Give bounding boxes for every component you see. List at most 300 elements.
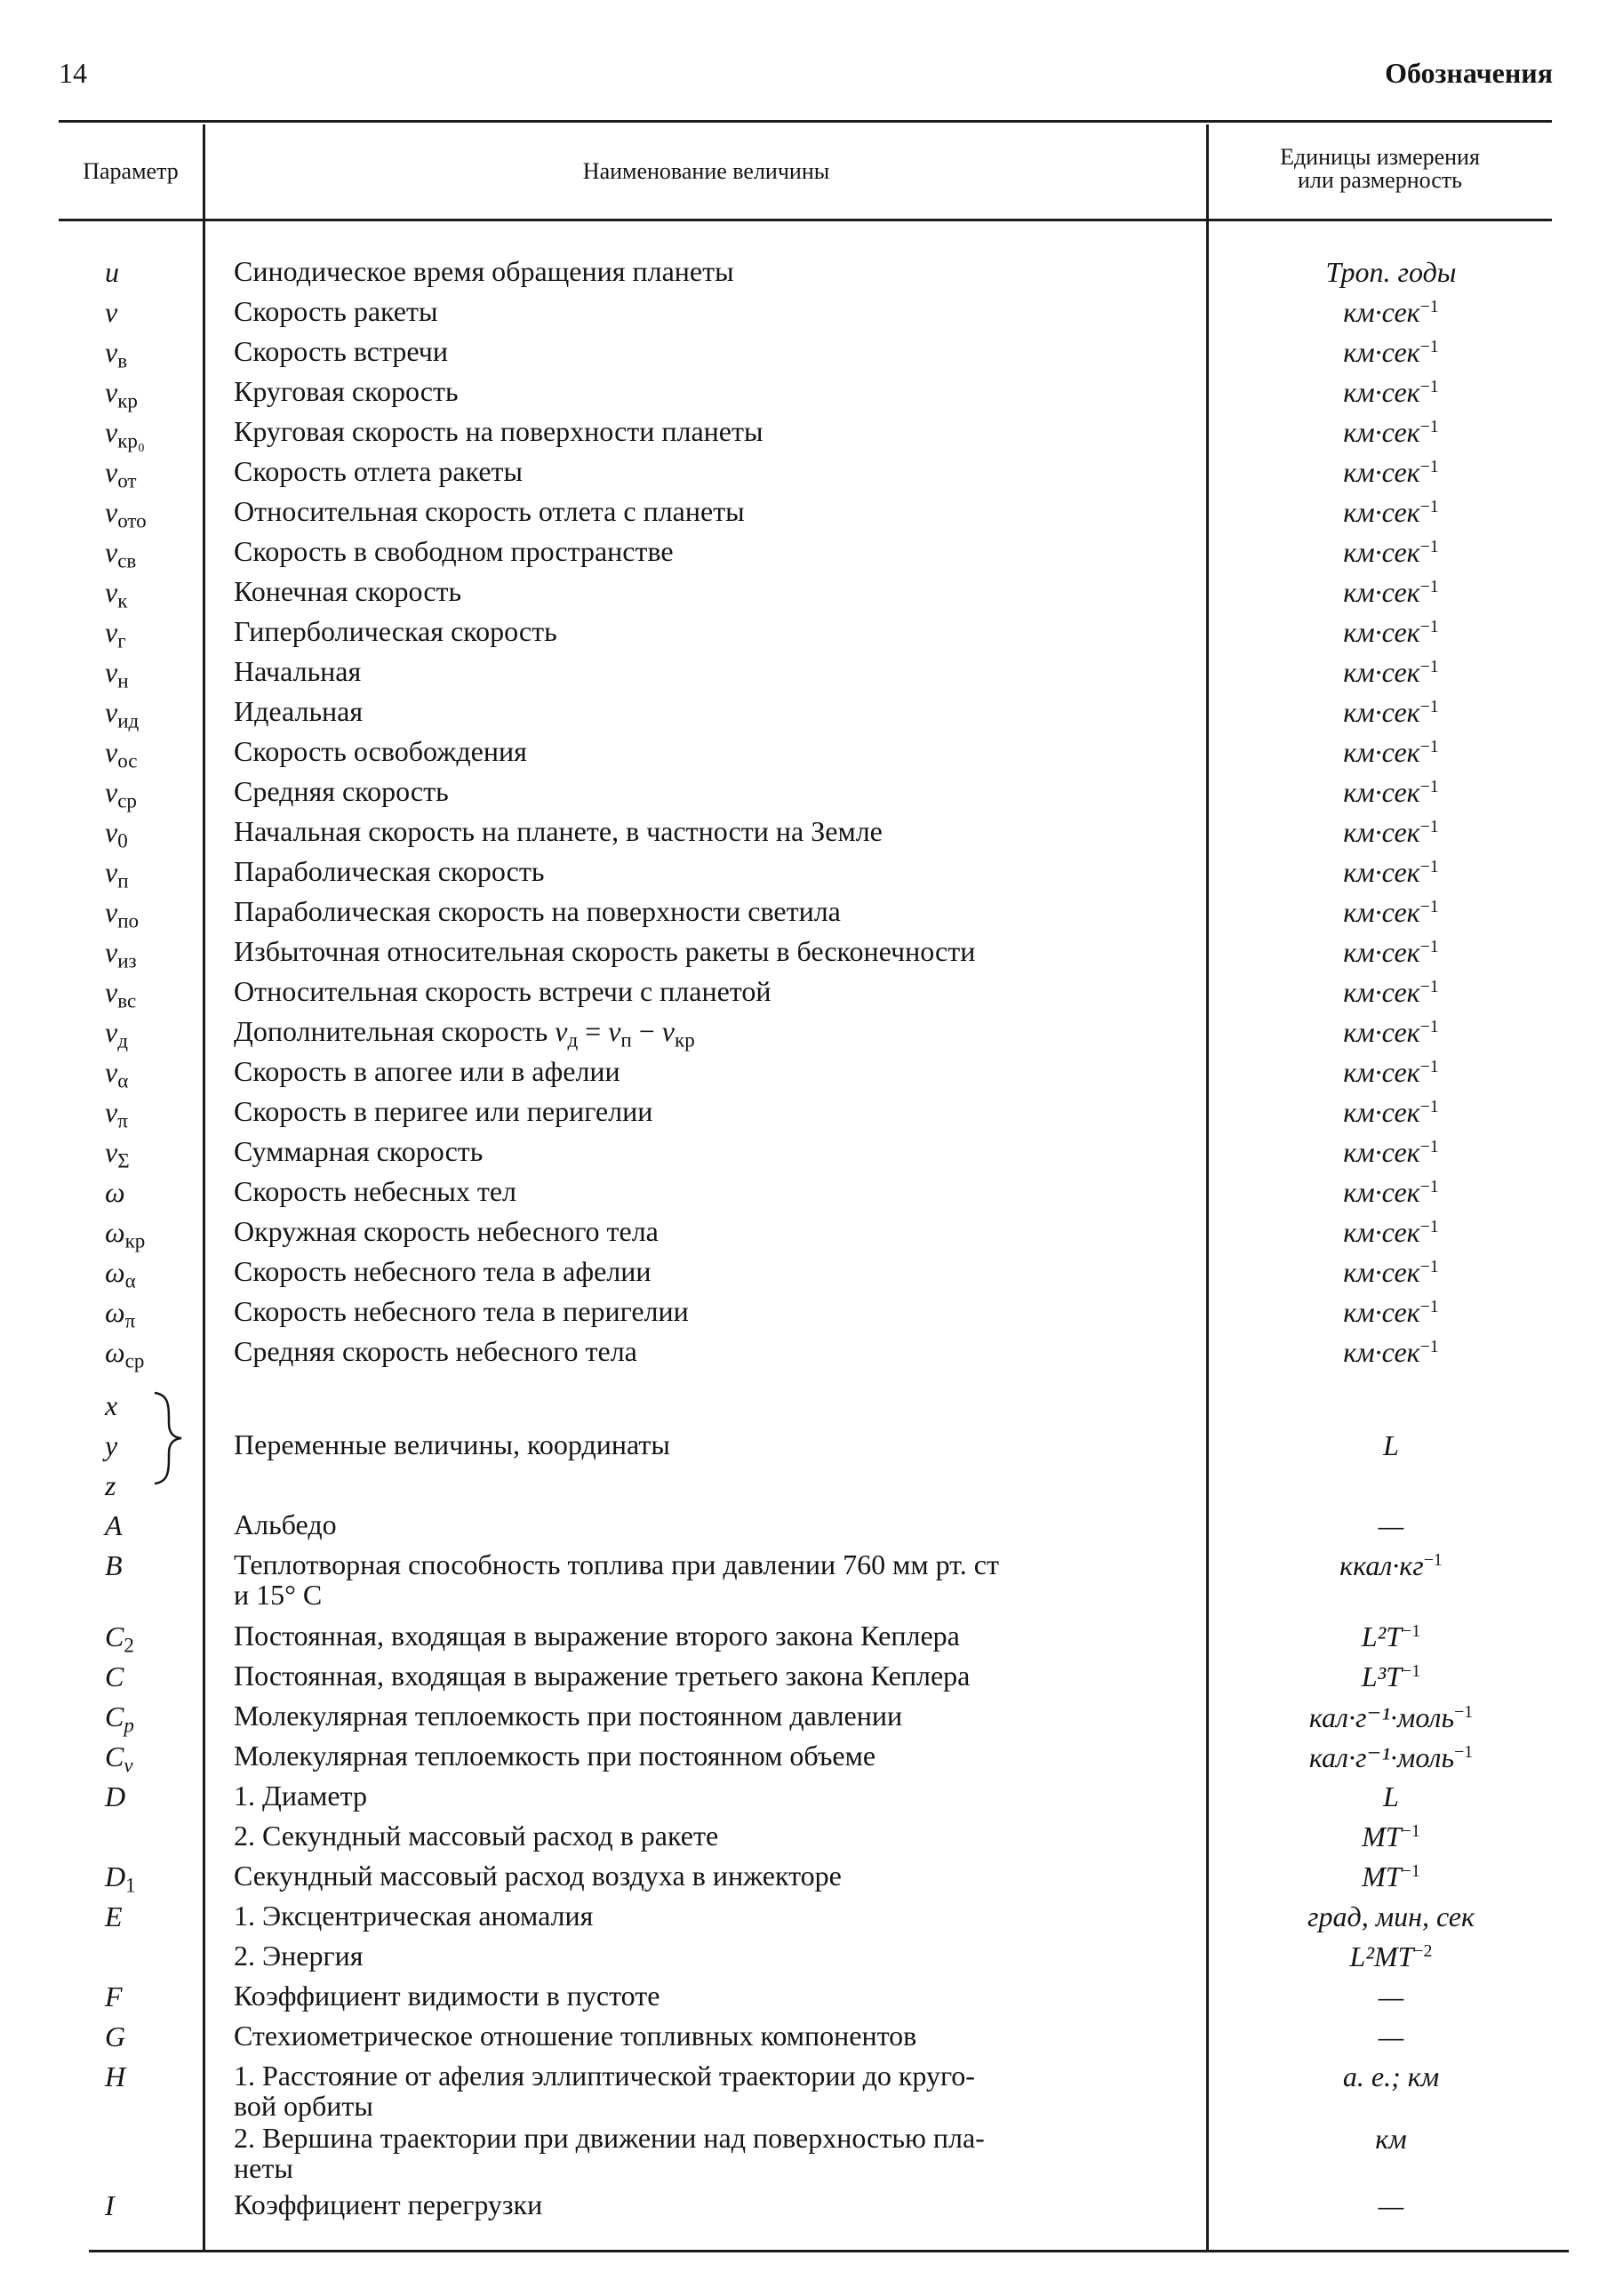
row-name <box>234 376 1211 406</box>
row-symbol <box>105 1549 123 1582</box>
unit-text: км·сек <box>1343 736 1420 768</box>
name-text: Средняя скорость небесного тела <box>234 1335 637 1367</box>
row-symbol <box>105 776 137 812</box>
symbol-base: v <box>105 856 118 888</box>
row-symbol <box>105 416 145 452</box>
formula-lhs-sub: д <box>567 1028 579 1052</box>
unit-exponent: −1 <box>1419 937 1439 957</box>
symbol-subscript: ср <box>124 1348 145 1372</box>
row-name <box>234 2123 1211 2183</box>
row-symbol <box>105 1860 136 1897</box>
row-symbol <box>105 896 139 932</box>
symbol-base: A <box>105 1509 123 1541</box>
symbol-base: C <box>105 1700 124 1732</box>
symbol-subscript: кр <box>124 1228 146 1252</box>
unit-text: кал·г⁻¹·моль <box>1308 1701 1455 1733</box>
unit-exponent: −1 <box>1419 417 1439 437</box>
unit-exponent: −1 <box>1419 377 1439 397</box>
symbol-base: C <box>105 1740 124 1772</box>
name-text: Постоянная, входящая в выражение второго закона Кеплера <box>234 1620 960 1652</box>
row-name <box>234 1900 1211 1931</box>
row-symbol <box>105 1056 128 1092</box>
unit-text: — <box>1378 1980 1404 2012</box>
row-name <box>234 1296 1211 1326</box>
row-symbol <box>105 1509 123 1542</box>
symbol-base: ω <box>105 1296 125 1328</box>
unit-text: км·сек <box>1343 1216 1420 1248</box>
symbol-base: D <box>105 1860 126 1892</box>
formula-b: v <box>661 1015 675 1047</box>
row-name <box>234 616 1211 646</box>
name-text: Синодическое время обращения планеты <box>234 255 734 287</box>
row-unit <box>1231 2020 1551 2053</box>
formula-a-sub: п <box>620 1028 632 1052</box>
row-symbol <box>105 976 136 1012</box>
symbol-base: v <box>105 496 118 528</box>
row-name <box>234 1780 1211 1811</box>
symbol-base: F <box>105 1980 123 2012</box>
symbol-subscript: π <box>124 1308 136 1332</box>
col-header-units <box>1209 146 1551 192</box>
symbol-subscript: ото <box>117 508 147 532</box>
row-symbol <box>105 856 129 892</box>
row-name <box>234 1256 1211 1286</box>
row-symbol <box>105 496 147 532</box>
row-name <box>234 1216 1211 1246</box>
unit-text: км·сек <box>1343 776 1420 808</box>
unit-text: L²T <box>1361 1620 1403 1652</box>
symbol-base: v <box>105 696 118 728</box>
unit-exponent: −1 <box>1419 737 1439 757</box>
name-text: Скорость ракеты <box>234 295 438 327</box>
row-symbol <box>105 376 138 412</box>
row-name <box>234 1096 1211 1126</box>
header-bottom-rule <box>59 219 1552 221</box>
formula-minus: − <box>631 1015 662 1047</box>
name-text: 2. Вершина траектории при движении над поверхностью пла- <box>234 2122 985 2154</box>
row-symbol <box>105 1016 128 1052</box>
row-symbol <box>105 1176 125 1209</box>
symbol-subscript: 0 <box>117 828 128 852</box>
unit-text: км·сек <box>1343 896 1420 928</box>
name-text: Скорость небесного тела в афелии <box>234 1255 652 1287</box>
symbol-subscript: кр <box>117 388 138 412</box>
unit-text: км·сек <box>1343 496 1420 528</box>
symbol-subscript: вс <box>117 988 137 1012</box>
row-name <box>234 336 1211 366</box>
unit-text: км·сек <box>1343 376 1420 408</box>
row-name <box>234 2060 1211 2121</box>
row-symbol <box>105 1469 116 1502</box>
symbol-base: v <box>105 656 118 688</box>
row-unit <box>1231 1820 1551 1853</box>
unit-text: град, мин, сек <box>1307 1900 1475 1932</box>
row-symbol <box>105 2060 125 2093</box>
unit-text: км·сек <box>1343 1296 1420 1328</box>
name-text: Скорость встречи <box>234 335 448 367</box>
unit-text: км·сек <box>1343 1256 1420 1288</box>
unit-text: км·сек <box>1343 536 1420 568</box>
row-symbol <box>105 336 127 372</box>
name-text: 1. Эксцентрическая аномалия <box>234 1900 594 1932</box>
row-unit <box>1231 2060 1551 2093</box>
symbol-subscript: p <box>124 1713 134 1737</box>
row-symbol <box>105 1296 135 1332</box>
row-unit <box>1231 896 1551 929</box>
row-unit <box>1231 1216 1551 1249</box>
unit-exponent: −1 <box>1419 817 1439 837</box>
symbol-base: v <box>105 1056 118 1088</box>
unit-exponent: −1 <box>1423 1550 1443 1571</box>
name-text: Дополнительная скорость <box>234 1015 556 1047</box>
symbol-subscript: из <box>117 948 137 972</box>
row-name <box>234 1740 1211 1771</box>
symbol-subscript: ос <box>117 748 138 772</box>
col-header-param: Параметр <box>83 158 179 184</box>
name-text: Скорость отлета ракеты <box>234 455 523 487</box>
name-text: Стехиометрическое отношение топливных компонентов <box>234 2020 917 2052</box>
name-text-continued: и 15° С <box>234 1579 323 1611</box>
unit-text: км·сек <box>1343 296 1420 328</box>
unit-text: км·сек <box>1343 616 1420 648</box>
name-text: Скорость в перигее или перигелии <box>234 1095 653 1127</box>
running-title: Обозначения <box>1385 57 1553 89</box>
row-unit <box>1231 2189 1551 2222</box>
row-unit <box>1231 416 1551 449</box>
row-name <box>234 1620 1211 1651</box>
row-unit <box>1231 1296 1551 1329</box>
symbol-subscript: ср <box>117 788 137 812</box>
column-divider-1 <box>203 124 205 2251</box>
unit-text: км·сек <box>1343 1136 1420 1168</box>
unit-exponent: −1 <box>1402 1661 1421 1682</box>
row-name <box>234 2020 1211 2051</box>
row-symbol <box>105 1980 123 2013</box>
name-text: Параболическая скорость на поверхности светила <box>234 895 841 927</box>
row-unit <box>1231 1016 1551 1049</box>
row-unit <box>1231 656 1551 689</box>
unit-exponent: −1 <box>1419 1017 1439 1037</box>
symbol-base: v <box>105 376 118 408</box>
name-text: Суммарная скорость <box>234 1135 484 1167</box>
symbol-base: v <box>105 816 118 848</box>
row-unit <box>1231 496 1551 529</box>
row-name <box>234 1336 1211 1366</box>
symbol-base: C <box>105 1620 124 1652</box>
row-unit <box>1231 1096 1551 1129</box>
unit-exponent: −1 <box>1419 1337 1439 1357</box>
unit-text: а. е.; км <box>1342 2060 1440 2092</box>
row-name <box>234 1056 1211 1086</box>
row-unit <box>1231 376 1551 409</box>
formula-eq: = <box>578 1015 609 1047</box>
unit-text: ккал·кг <box>1339 1549 1424 1581</box>
row-unit <box>1231 1620 1551 1653</box>
row-unit <box>1231 1056 1551 1089</box>
unit-exponent: −1 <box>1419 1097 1439 1117</box>
symbol-base: v <box>105 736 118 768</box>
col-header-name: Наименование величины <box>582 158 830 184</box>
row-symbol <box>105 1900 123 1933</box>
row-symbol <box>105 1660 124 1693</box>
name-text: Переменные величины, координаты <box>234 1428 670 1460</box>
unit-text: км·сек <box>1343 456 1420 488</box>
row-symbol <box>105 576 127 612</box>
symbol-base: v <box>105 576 118 608</box>
row-name <box>234 696 1211 726</box>
row-name <box>234 1860 1211 1891</box>
row-unit <box>1231 776 1551 809</box>
row-unit <box>1231 1860 1551 1893</box>
symbol-base: v <box>105 776 118 808</box>
unit-text: км·сек <box>1343 856 1420 888</box>
symbol-subscript: v <box>124 1753 133 1777</box>
name-text: 2. Энергия <box>234 1940 364 1972</box>
brace-icon <box>151 1389 187 1487</box>
row-symbol <box>105 656 129 692</box>
row-symbol <box>105 1336 144 1372</box>
row-unit <box>1231 976 1551 1009</box>
name-text: 1. Диаметр <box>234 1780 367 1812</box>
row-unit <box>1231 576 1551 609</box>
name-text: Гиперболическая скорость <box>234 615 557 647</box>
name-text: Скорость в апогее или в афелии <box>234 1055 620 1087</box>
row-unit <box>1231 936 1551 969</box>
row-name <box>234 1820 1211 1851</box>
unit-text: км·сек <box>1343 1336 1420 1368</box>
name-text: Относительная скорость встречи с планетой <box>234 975 772 1007</box>
formula-b-sub: кр <box>675 1028 695 1052</box>
row-unit <box>1231 336 1551 369</box>
row-name <box>234 296 1211 326</box>
symbol-subscript: α <box>117 1068 129 1092</box>
row-symbol <box>105 736 138 772</box>
row-unit <box>1231 616 1551 649</box>
name-text-continued: вой орбиты <box>234 2090 373 2122</box>
unit-exponent: −1 <box>1419 1297 1439 1317</box>
row-symbol <box>105 616 126 652</box>
unit-exponent: −1 <box>1419 297 1439 317</box>
row-symbol <box>105 1136 130 1172</box>
unit-text: км·сек <box>1343 656 1420 688</box>
row-symbol <box>105 1429 117 1462</box>
symbol-subscript: 1 <box>125 1873 136 1897</box>
col-header-units-line1: Единицы измерения <box>1280 144 1480 170</box>
row-name <box>234 816 1211 846</box>
unit-exponent: −1 <box>1419 617 1439 637</box>
symbol-base: ω <box>105 1176 125 1208</box>
unit-exponent: −1 <box>1419 1257 1439 1277</box>
unit-exponent: −1 <box>1419 337 1439 357</box>
unit-text: L³T <box>1361 1660 1403 1692</box>
row-symbol <box>105 1096 128 1132</box>
name-text: 1. Расстояние от афелия эллиптической траектории до круго- <box>234 2060 975 2092</box>
row-unit <box>1231 696 1551 729</box>
name-text: Конечная скорость <box>234 575 462 607</box>
name-text: Начальная скорость на планете, в частности на Земле <box>234 815 883 847</box>
symbol-base: z <box>105 1469 116 1501</box>
row-name <box>234 456 1211 486</box>
symbol-base: v <box>105 536 118 568</box>
unit-text: км·сек <box>1343 1056 1420 1088</box>
unit-exponent: −1 <box>1419 577 1439 597</box>
table-top-rule <box>59 120 1552 123</box>
row-name <box>234 576 1211 606</box>
unit-exponent: −1 <box>1419 1217 1439 1237</box>
row-unit <box>1231 1176 1551 1209</box>
name-text-continued: неты <box>234 2152 293 2184</box>
row-name <box>234 976 1211 1006</box>
row-name <box>234 1940 1211 1971</box>
row-name <box>234 256 1211 286</box>
table-bottom-rule <box>89 2250 1569 2252</box>
row-name <box>234 856 1211 886</box>
unit-exponent: −1 <box>1419 457 1439 477</box>
name-text: Скорость небесных тел <box>234 1175 517 1207</box>
row-symbol <box>105 936 137 972</box>
unit-exponent: −1 <box>1419 497 1439 517</box>
name-text: Круговая скорость на поверхности планеты <box>234 415 764 447</box>
unit-text: L <box>1383 1780 1399 1812</box>
row-symbol <box>105 536 136 572</box>
symbol-base: v <box>105 976 118 1008</box>
row-name <box>234 416 1211 446</box>
row-symbol <box>105 1700 134 1737</box>
row-unit <box>1231 1429 1551 1462</box>
symbol-subscript: π <box>117 1108 128 1132</box>
page-number: 14 <box>59 57 87 89</box>
name-text: Теплотворная способность топлива при давлении 760 мм рт. ст <box>234 1548 999 1580</box>
row-unit <box>1231 1980 1551 2013</box>
row-name <box>234 496 1211 526</box>
name-text: Начальная <box>234 655 362 687</box>
unit-exponent: −1 <box>1419 1137 1439 1157</box>
unit-text: км·сек <box>1343 576 1420 608</box>
unit-exponent: −1 <box>1419 1057 1439 1077</box>
symbol-base: v <box>105 336 118 368</box>
row-unit <box>1231 1136 1551 1169</box>
row-unit <box>1231 256 1551 289</box>
row-name <box>234 1136 1211 1166</box>
unit-text: MT <box>1362 1820 1402 1852</box>
unit-text: км·сек <box>1343 936 1420 968</box>
row-symbol <box>105 816 128 852</box>
unit-exponent: −1 <box>1419 537 1439 557</box>
row-symbol <box>105 1780 125 1813</box>
unit-text: — <box>1378 2189 1404 2221</box>
unit-exponent: −1 <box>1419 897 1439 917</box>
row-name <box>234 536 1211 566</box>
unit-exponent: −1 <box>1419 857 1439 877</box>
row-unit <box>1231 1256 1551 1289</box>
unit-text: км·сек <box>1343 696 1420 728</box>
symbol-subscript: по <box>117 908 140 932</box>
symbol-subscript: г <box>117 628 126 652</box>
symbol-base: I <box>105 2189 115 2221</box>
row-symbol <box>105 456 136 492</box>
row-name <box>234 1660 1211 1691</box>
symbol-base: v <box>105 296 118 328</box>
symbol-base: B <box>105 1549 123 1581</box>
name-text: Коэффициент видимости в пустоте <box>234 1980 660 2012</box>
unit-text: — <box>1378 2020 1404 2052</box>
unit-text: км·сек <box>1343 1096 1420 1128</box>
unit-text: км·сек <box>1343 816 1420 848</box>
name-text: Коэффициент перегрузки <box>234 2188 543 2220</box>
unit-exponent: −1 <box>1401 1821 1420 1842</box>
row-unit <box>1231 1509 1551 1542</box>
row-name <box>234 656 1211 686</box>
symbol-subscript: н <box>117 668 129 692</box>
unit-text: кал·г⁻¹·моль <box>1308 1741 1455 1773</box>
row-symbol <box>105 1620 134 1657</box>
row-unit <box>1231 1900 1551 1933</box>
name-text: Средняя скорость <box>234 775 449 807</box>
unit-exponent: −1 <box>1402 1621 1421 1642</box>
name-text: Идеальная <box>234 695 364 727</box>
unit-exponent: −1 <box>1419 977 1439 997</box>
row-unit <box>1231 1700 1551 1734</box>
row-symbol <box>105 296 117 329</box>
name-text: Секундный массовый расход воздуха в инжекторе <box>234 1860 842 1892</box>
name-text: Скорость в свободном пространстве <box>234 535 674 567</box>
row-name <box>234 936 1211 966</box>
unit-text: L²MT <box>1349 1940 1414 1972</box>
name-text: Избыточная относительная скорость ракеты в бесконечности <box>234 935 976 967</box>
symbol-base: v <box>105 416 118 448</box>
name-text: 2. Секундный массовый расход в ракете <box>234 1820 719 1852</box>
unit-text: км·сек <box>1343 336 1420 368</box>
symbol-base: v <box>105 456 118 488</box>
name-text: Окружная скорость небесного тела <box>234 1215 659 1247</box>
row-name <box>234 1700 1211 1731</box>
row-symbol <box>105 1389 117 1422</box>
row-name <box>234 1509 1211 1540</box>
unit-text: км·сек <box>1343 416 1420 448</box>
row-name <box>234 2189 1211 2220</box>
unit-exponent: −1 <box>1419 1177 1439 1197</box>
row-unit <box>1231 736 1551 769</box>
symbol-base: y <box>105 1429 118 1461</box>
row-unit <box>1231 2123 1551 2156</box>
symbol-base: v <box>105 1136 118 1168</box>
row-symbol <box>105 2020 125 2053</box>
row-unit <box>1231 1549 1551 1582</box>
symbol-base: C <box>105 1660 124 1692</box>
formula-lhs: v <box>555 1015 568 1047</box>
row-symbol <box>105 256 119 289</box>
row-symbol <box>105 696 139 732</box>
name-text: Параболическая скорость <box>234 855 545 887</box>
row-unit <box>1231 456 1551 489</box>
unit-exponent: −1 <box>1454 1702 1474 1723</box>
row-symbol <box>105 2189 115 2222</box>
name-text: Круговая скорость <box>234 375 459 407</box>
name-text: Постоянная, входящая в выражение третьего закона Кеплера <box>234 1660 971 1692</box>
symbol-subscript: Σ <box>117 1148 130 1172</box>
row-unit <box>1231 1780 1551 1813</box>
row-symbol <box>105 1740 133 1777</box>
symbol-base: G <box>105 2020 126 2052</box>
name-text: Молекулярная теплоемкость при постоянном давлении <box>234 1700 903 1732</box>
name-text: Молекулярная теплоемкость при постоянном объеме <box>234 1740 876 1772</box>
symbol-base: u <box>105 256 119 288</box>
row-unit <box>1231 1660 1551 1693</box>
unit-exponent: −1 <box>1419 777 1439 797</box>
symbol-subscript: к <box>117 588 128 612</box>
unit-exponent: −1 <box>1454 1742 1474 1763</box>
symbol-base: v <box>105 1016 118 1048</box>
